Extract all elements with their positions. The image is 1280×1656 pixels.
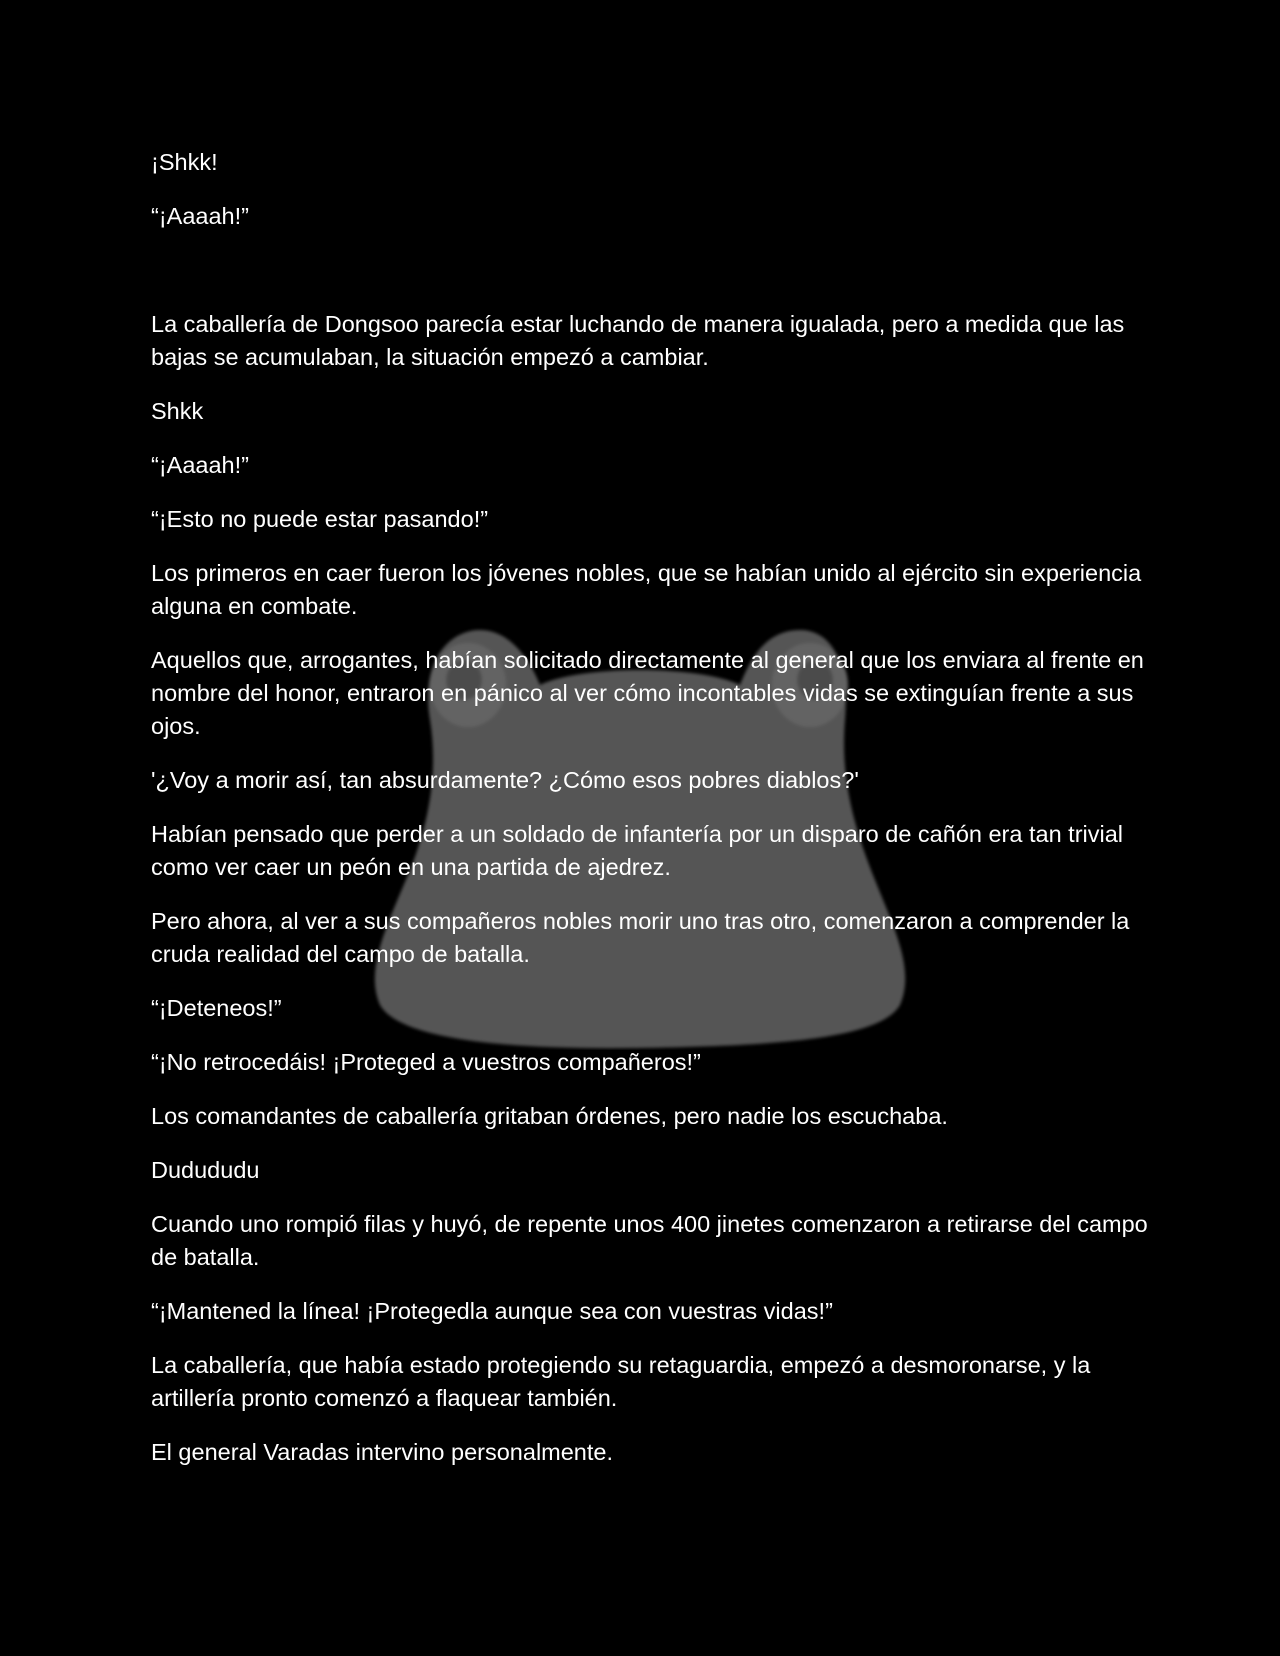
paragraph: La caballería, que había estado protegiendo su retaguardia, empezó a desmoronarse, y la artillería pronto comenzó a flaquear también. xyxy=(151,1352,1091,1411)
paragraph: ¡Shkk! xyxy=(151,149,218,175)
paragraph: La caballería de Dongsoo parecía estar luchando de manera igualada, pero a medida que las bajas se acumulaban, la situación empezó a cambiar. xyxy=(151,311,1125,370)
paragraph: “¡No retrocedáis! ¡Proteged a vuestros compañeros!” xyxy=(151,1049,701,1075)
document-body xyxy=(151,146,1151,1490)
paragraph: Shkk xyxy=(151,398,204,424)
spacer xyxy=(151,254,1151,308)
paragraph: “¡Aaaah!” xyxy=(151,452,249,478)
paragraph: Los primeros en caer fueron los jóvenes nobles, que se habían unido al ejército sin experiencia alguna en combate. xyxy=(151,560,1142,619)
paragraph: Cuando uno rompió filas y huyó, de repente unos 400 jinetes comenzaron a retirarse del campo de batalla. xyxy=(151,1211,1148,1270)
paragraph: Dudududu xyxy=(151,1157,260,1183)
paragraph: Pero ahora, al ver a sus compañeros nobles morir uno tras otro, comenzaron a comprender la cruda realidad del campo de batalla. xyxy=(151,908,1130,967)
paragraph: “¡Mantened la línea! ¡Protegedla aunque sea con vuestras vidas!” xyxy=(151,1298,833,1324)
paragraph: Aquellos que, arrogantes, habían solicitado directamente al general que los enviara al frente en nombre del honor, entraron en pánico al ver cómo incontables vidas se extinguían frente a sus ojos. xyxy=(151,647,1144,739)
paragraph: Los comandantes de caballería gritaban órdenes, pero nadie los escuchaba. xyxy=(151,1103,948,1129)
paragraph: '¿Voy a morir así, tan absurdamente? ¿Cómo esos pobres diablos?' xyxy=(151,767,859,793)
paragraph: “¡Esto no puede estar pasando!” xyxy=(151,506,489,532)
paragraph: “¡Aaaah!” xyxy=(151,203,249,229)
paragraph: “¡Deteneos!” xyxy=(151,995,282,1021)
paragraph: El general Varadas intervino personalmente. xyxy=(151,1439,614,1465)
paragraph: Habían pensado que perder a un soldado de infantería por un disparo de cañón era tan trivial como ver caer un peón en una partida de ajedrez. xyxy=(151,821,1124,880)
